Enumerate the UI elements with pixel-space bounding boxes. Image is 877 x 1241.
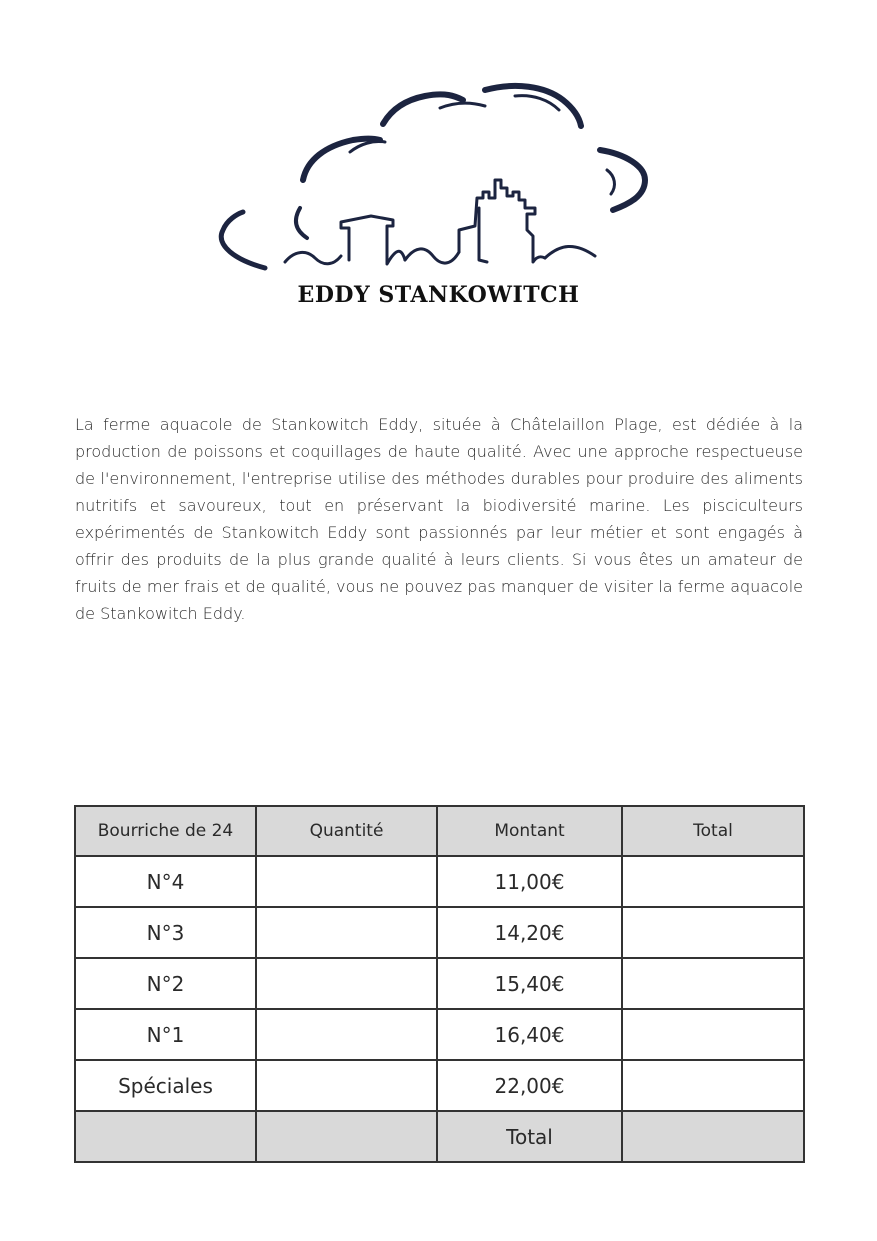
intro-paragraph: La ferme aquacole de Stankowitch Eddy, située à Châtelaillon Plage, est dédiée à la production de poissons et coquillages de haute qualité. Avec une approche respectueuse de l'environnement, l'entreprise utilise des méthodes durables pour produire des aliments nutritifs et savoureux, tout en préservant la biodiversité marine. Les pisciculteurs expérimentés de Stankowitch Eddy sont passionnés par leur métier et sont engagés à offrir des produits de la plus grande qualité à leurs clients. Si vous êtes un amateur de fruits de mer frais et de qualité, vous ne pouvez pas manquer de visiter la ferme aquacole de Stankowitch Eddy. — [75, 415, 803, 623]
column-header-bourriche: Bourriche de 24 — [75, 806, 256, 856]
total-cell[interactable] — [622, 1009, 804, 1060]
quantity-cell[interactable] — [256, 1009, 437, 1060]
row-label: N°4 — [75, 856, 256, 907]
total-row-label — [75, 1111, 256, 1162]
amount-cell: 16,40€ — [437, 1009, 622, 1060]
amount-cell: 14,20€ — [437, 907, 622, 958]
amount-cell: 22,00€ — [437, 1060, 622, 1111]
table-row — [75, 1009, 804, 1060]
total-cell[interactable] — [622, 856, 804, 907]
total-cell[interactable] — [622, 958, 804, 1009]
total-row-quantity — [256, 1111, 437, 1162]
table-row — [75, 856, 804, 907]
amount-cell: 11,00€ — [437, 856, 622, 907]
grand-total-label: Total — [437, 1111, 622, 1162]
row-label: Spéciales — [75, 1060, 256, 1111]
row-label: N°3 — [75, 907, 256, 958]
quantity-cell[interactable] — [256, 907, 437, 958]
table-total-row — [75, 1111, 804, 1162]
cloud-castle-logo — [215, 80, 655, 280]
price-table — [74, 805, 805, 1163]
total-cell[interactable] — [622, 907, 804, 958]
column-header-total: Total — [622, 806, 804, 856]
row-label: N°1 — [75, 1009, 256, 1060]
table-row — [75, 907, 804, 958]
quantity-cell[interactable] — [256, 958, 437, 1009]
column-header-montant: Montant — [437, 806, 622, 856]
table-row — [75, 958, 804, 1009]
total-cell[interactable] — [622, 1060, 804, 1111]
table-row — [75, 1060, 804, 1111]
amount-cell: 15,40€ — [437, 958, 622, 1009]
column-header-quantite: Quantité — [256, 806, 437, 856]
row-label: N°2 — [75, 958, 256, 1009]
quantity-cell[interactable] — [256, 1060, 437, 1111]
quantity-cell[interactable] — [256, 856, 437, 907]
brand-name: EDDY STANKOWITCH — [297, 282, 580, 308]
table-header-row — [75, 806, 804, 856]
grand-total-cell[interactable] — [622, 1111, 804, 1162]
